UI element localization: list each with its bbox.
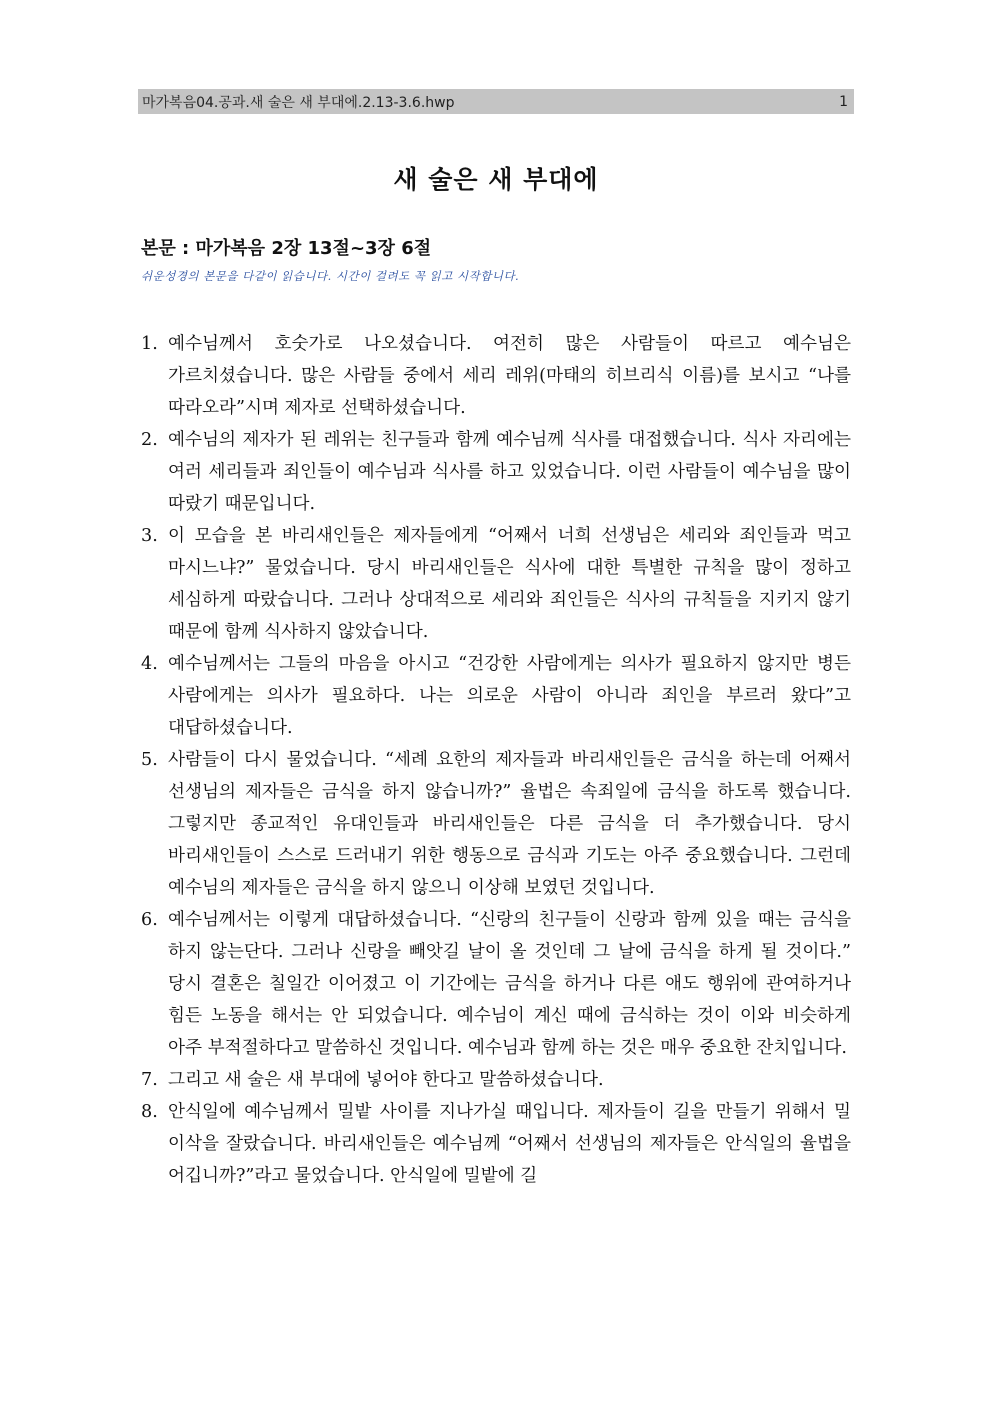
item-number: 7. [141,1070,158,1090]
item-number: 8. [141,1102,158,1122]
document-title: 새 술은 새 부대에 [393,165,599,194]
list-item-6 [141,904,851,1064]
item-text: 예수님께서는 이렇게 대답하셨습니다. “신랑의 친구들이 신랑과 함께 있을 때는 금식을 하지 않는단다. 그러나 신랑을 빼앗길 날이 올 것인데 그 날에 금식을 하게 될 것이다.” 당시 결혼은 칠일간 이어졌고 이 기간에는 금식을 하거나 다른 애도 행위에 관여하거나 힘든 노동을 해서는 안 되었습니다. 예수님이 계신 때에 금식하는 것이 이와 비슷하게 아주 부적절하다고 말씀하신 것입니다. 예수님과 함께 하는 것은 매우 중요한 잔치입니다. [168,910,851,1058]
item-text: 예수님께서는 그들의 마음을 아시고 “건강한 사람에게는 의사가 필요하지 않지만 병든 사람에게는 의사가 필요하다. 나는 의로운 사람이 아니라 죄인을 부르러 왔다”고 대답하셨습니다. [168,654,851,738]
item-text: 예수님께서 호숫가로 나오셨습니다. 여전히 많은 사람들이 따르고 예수님은 가르치셨습니다. 많은 사람들 중에서 세리 레위(마태의 히브리식 이름)를 보시고 “나를 따라오라”시며 제자로 선택하셨습니다. [168,334,851,418]
passage-reference: 본문 : 마가복음 2장 13절~3장 6절 [141,238,432,259]
item-text: 그리고 새 술은 새 부대에 넣어야 한다고 말씀하셨습니다. [168,1070,604,1090]
item-number: 2. [141,430,158,450]
list-item-3 [141,520,851,648]
item-text: 안식일에 예수님께서 밀밭 사이를 지나가실 때입니다. 제자들이 길을 만들기 위해서 밀 이삭을 잘랐습니다. 바리새인들은 예수님께 “어째서 선생님의 제자들은 안식일의 율법을 어깁니까?”라고 물었습니다. 안식일에 밀밭에 길 [168,1102,851,1186]
item-text: 사람들이 다시 물었습니다. “세례 요한의 제자들과 바리새인들은 금식을 하는데 어째서 선생님의 제자들은 금식을 하지 않습니까?” 율법은 속죄일에 금식을 하도록 했습니다. 그렇지만 종교적인 유대인들과 바리새인들은 다른 금식을 더 추가했습니다. 당시 바리새인들이 스스로 드러내기 위한 행동으로 금식과 기도는 아주 중요했습니다. 그런데 예수님의 제자들은 금식을 하지 않으니 이상해 보였던 것입니다. [168,750,851,898]
list-item-1 [141,328,851,424]
page-header [138,89,854,114]
lesson-list [141,328,851,1192]
item-text: 이 모습을 본 바리새인들은 제자들에게 “어째서 너희 선생님은 세리와 죄인들과 먹고 마시느냐?” 물었습니다. 당시 바리새인들은 식사에 대한 특별한 규칙을 많이 정하고 세심하게 따랐습니다. 그러나 상대적으로 세리와 죄인들은 식사의 규칙들을 지키지 않기 때문에 함께 식사하지 않았습니다. [168,526,851,642]
list-item-5 [141,744,851,904]
item-number: 6. [141,910,158,930]
reading-note: 쉬운성경의 본문을 다같이 읽습니다. 시간이 걸려도 꼭 읽고 시작합니다. [141,269,520,283]
item-number: 5. [141,750,158,770]
item-number: 4. [141,654,158,674]
list-item-7 [141,1064,851,1096]
item-number: 1. [141,334,158,354]
list-item-4 [141,648,851,744]
list-item-8 [141,1096,851,1192]
list-item-2 [141,424,851,520]
item-number: 3. [141,526,158,546]
header-filename: 마가복음04.공과.새 술은 새 부대에.2.13-3.6.hwp [142,94,455,111]
item-text: 예수님의 제자가 된 레위는 친구들과 함께 예수님께 식사를 대접했습니다. 식사 자리에는 여러 세리들과 죄인들이 예수님과 식사를 하고 있었습니다. 이런 사람들이 예수님을 많이 따랐기 때문입니다. [168,430,851,514]
header-page-number: 1 [839,93,848,110]
